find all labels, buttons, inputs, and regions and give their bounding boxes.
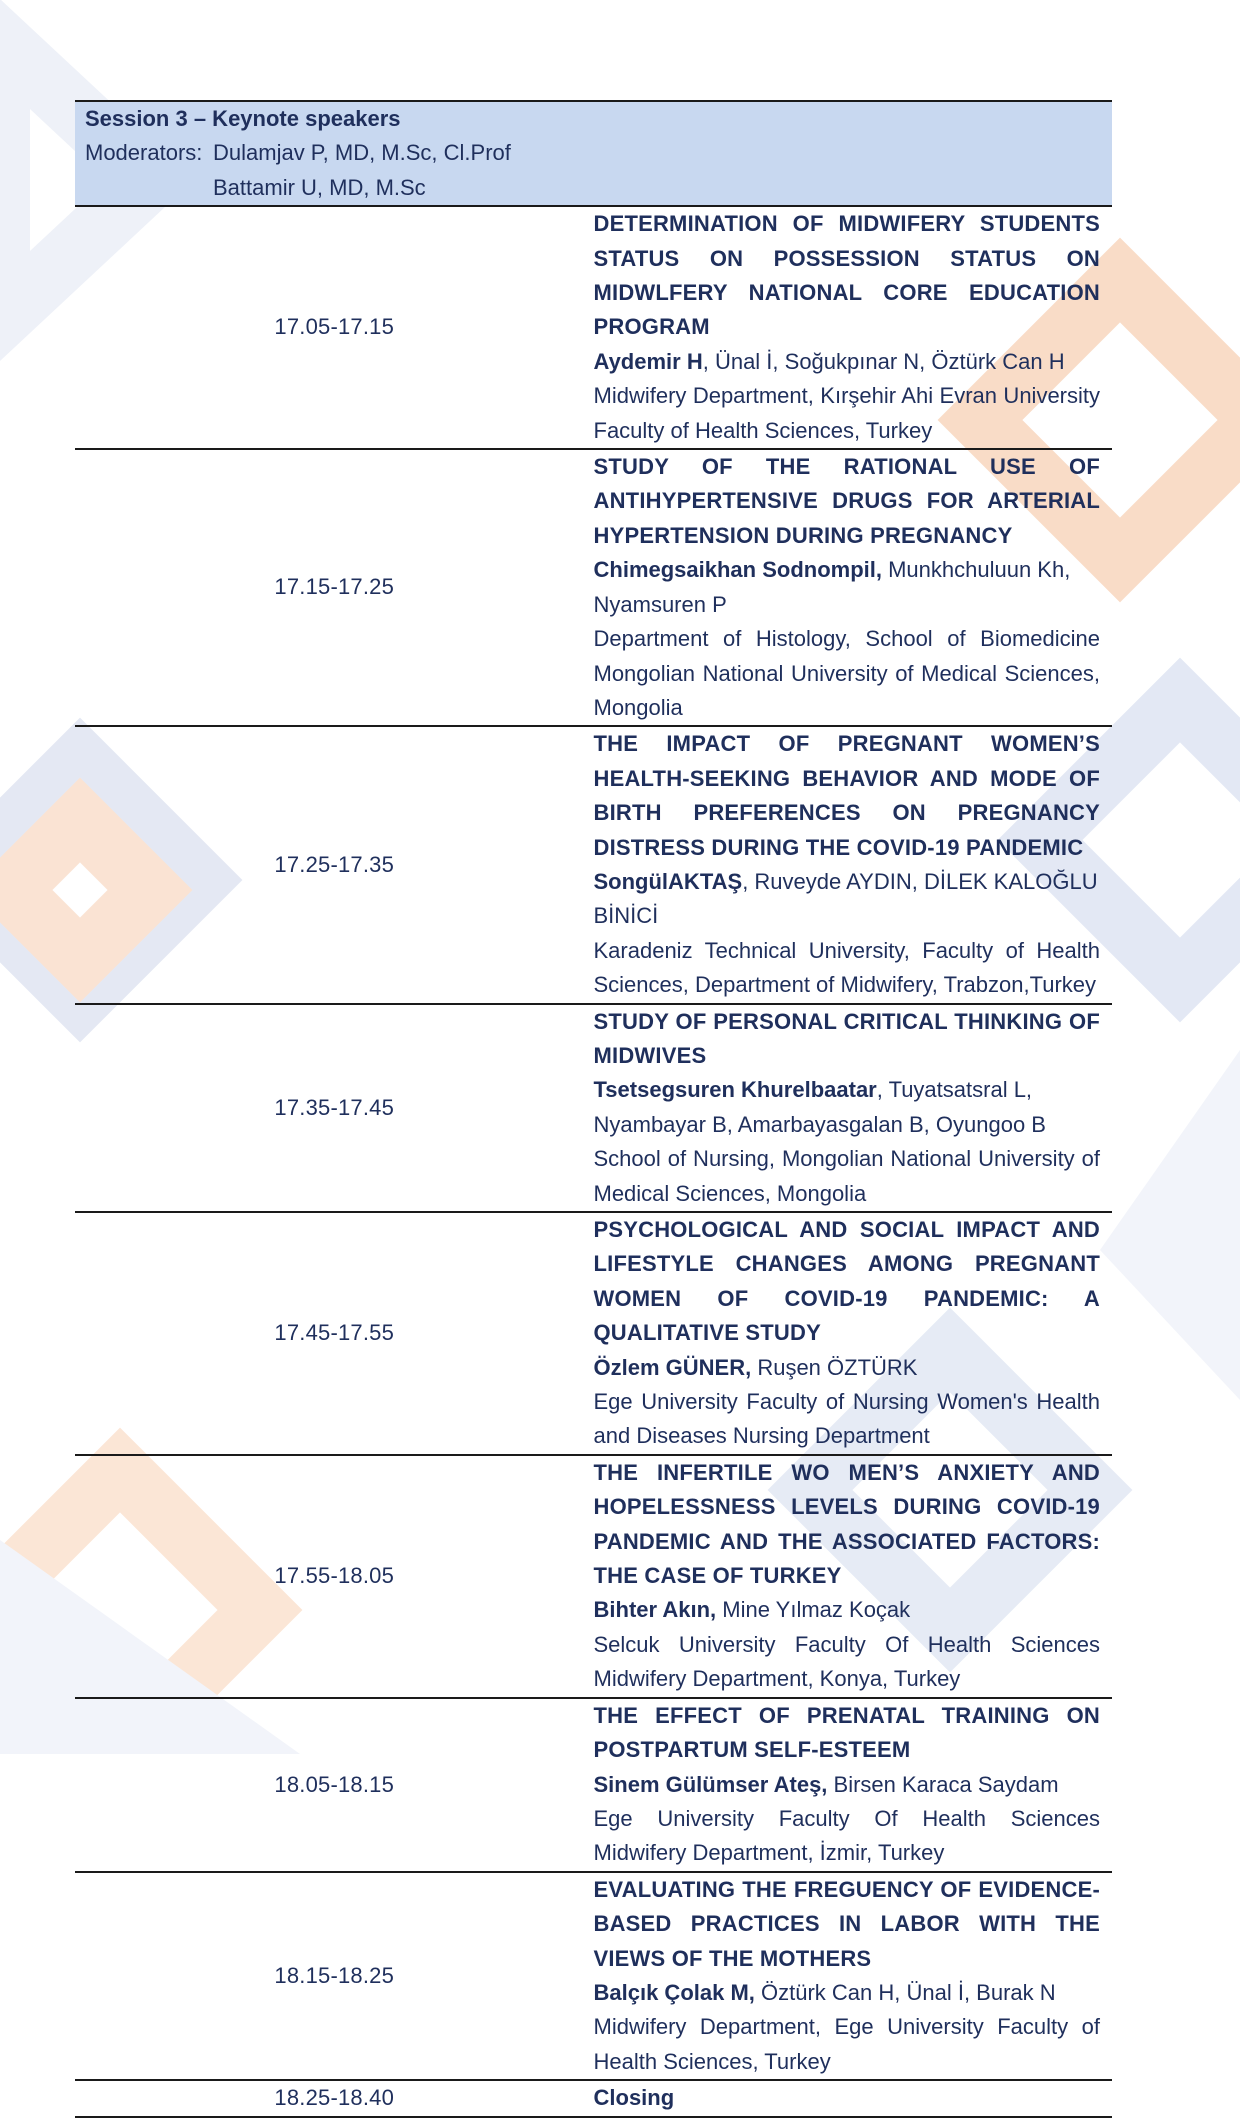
authors (594, 345, 1101, 379)
slot-time: 17.25-17.35 (75, 726, 594, 1003)
affiliation: Ege University Faculty of Nursing Women's Health and Diseases Nursing Department (593, 1389, 1100, 1449)
slot-details (594, 1455, 1113, 1698)
slot-time: 17.15-17.25 (75, 449, 594, 726)
slot-time: 18.05-18.15 (75, 1698, 594, 1872)
presenting-author: Tsetsegsuren Khurelbaatar (593, 1077, 877, 1103)
presentation-title: THE INFERTILE WO MEN’S ANXIETY AND HOPELESSNESS LEVELS DURING COVID-19 PANDEMIC AND THE ASSOCIATED FACTORS: THE CASE OF TURKEY (593, 1459, 1100, 1589)
session-header (75, 101, 1112, 206)
schedule-row (75, 1872, 1112, 2080)
authors (594, 1351, 1101, 1385)
affiliation: Ege University Faculty Of Health Sciences Midwifery Department, İzmir, Turkey (593, 1805, 1100, 1866)
schedule-row (75, 726, 1112, 1003)
co-authors: , Ruveyde AYDIN, DİLEK KALOĞLU BİNİCİ (593, 868, 1098, 929)
presenting-author: Özlem GÜNER, (593, 1354, 752, 1380)
schedule-row (75, 1455, 1112, 1698)
authors (594, 553, 1101, 622)
co-authors: Ruşen ÖZTÜRK (751, 1354, 918, 1380)
schedule-row (75, 1004, 1112, 1212)
slot-details (594, 726, 1113, 1003)
authors (594, 1976, 1101, 2010)
presentation-title: THE IMPACT OF PREGNANT WOMEN’S HEALTH-SEEKING BEHAVIOR AND MODE OF BIRTH PREFERENCES ON PREGNANCY DISTRESS DURING THE COVID-19 PANDEMIC (593, 731, 1100, 860)
moderators-list (213, 136, 511, 205)
slot-details (594, 1872, 1113, 2080)
co-authors: , Tuyatsatsral L, Nyambayar B, Amarbayasgalan B, Oyungoo B (593, 1077, 1046, 1137)
presenting-author: Sinem Gülümser Ateş, (593, 1771, 828, 1797)
slot-time: 18.15-18.25 (75, 1872, 594, 2080)
authors (594, 1073, 1101, 1142)
presentation-title: DETERMINATION OF MIDWIFERY STUDENTS STATUS ON POSSESSION STATUS ON MIDWLFERY NATIONAL CORE EDUCATION PROGRAM (593, 211, 1100, 340)
bg-band-right (1100, 1050, 1240, 1400)
slot-time: 17.45-17.55 (75, 1212, 594, 1455)
schedule-row (75, 1698, 1112, 1872)
session-schedule-table (75, 100, 1112, 2118)
co-authors: Birsen Karaca Saydam (827, 1771, 1059, 1797)
session-header-row (75, 101, 1112, 206)
presentation-title: PSYCHOLOGICAL AND SOCIAL IMPACT AND LIFESTYLE CHANGES AMONG PREGNANT WOMEN OF COVID-19 PANDEMIC: A QUALITATIVE STUDY (593, 1217, 1100, 1346)
affiliation: School of Nursing, Mongolian National University of Medical Sciences, Mongolia (593, 1146, 1100, 1206)
slot-details (594, 206, 1113, 449)
session-title: Session 3 – Keynote speakers (85, 106, 401, 131)
slot-details (594, 1212, 1113, 1455)
co-authors: Mine Yılmaz Koçak (716, 1597, 911, 1623)
presentation-title: THE EFFECT OF PRENATAL TRAINING ON POSTPARTUM SELF-ESTEEM (593, 1702, 1100, 1763)
moderator-name: Battamir U, MD, M.Sc (213, 174, 426, 200)
closing-time: 18.25-18.40 (75, 2080, 594, 2116)
presentation-title: EVALUATING THE FREGUENCY OF EVIDENCE-BASED PRACTICES IN LABOR WITH THE VIEWS OF THE MOTHERS (593, 1876, 1100, 1971)
presentation-title: STUDY OF PERSONAL CRITICAL THINKING OF MIDWIVES (593, 1008, 1100, 1068)
closing-row (75, 2080, 1112, 2116)
co-authors: , Ünal İ, Soğukpınar N, Öztürk Can H (702, 348, 1065, 374)
moderators-label: Moderators: (85, 140, 203, 166)
presenting-author: Chimegsaikhan Sodnompil, (593, 557, 882, 583)
slot-details (594, 449, 1113, 726)
slot-time: 17.55-18.05 (75, 1455, 594, 1698)
slot-time: 17.05-17.15 (75, 206, 594, 449)
closing-label: Closing (594, 2080, 1113, 2116)
affiliation: Selcuk University Faculty Of Health Sciences Midwifery Department, Konya, Turkey (593, 1631, 1100, 1692)
affiliation: Midwifery Department, Kırşehir Ahi Evran University Faculty of Health Sciences, Turkey (593, 383, 1100, 443)
presenting-author: Aydemir H (593, 348, 703, 374)
program-page (75, 100, 1112, 2118)
slot-time: 17.35-17.45 (75, 1004, 594, 1212)
affiliation: Karadeniz Technical University, Faculty of Health Sciences, Department of Midwifery, Trabzon,Turkey (593, 937, 1100, 998)
schedule-row (75, 449, 1112, 726)
presenting-author: Balçık Çolak M, (593, 1979, 755, 2005)
authors (594, 865, 1101, 934)
moderators (85, 136, 1102, 205)
slot-details (594, 1004, 1113, 1212)
moderator-name: Dulamjav P, MD, M.Sc, Cl.Prof (213, 140, 511, 166)
presenting-author: Bihter Akın, (593, 1597, 717, 1623)
presentation-title: STUDY OF THE RATIONAL USE OF ANTIHYPERTENSIVE DRUGS FOR ARTERIAL HYPERTENSION DURING PREGNANCY (593, 454, 1100, 548)
slot-details (594, 1698, 1113, 1872)
co-authors: Öztürk Can H, Ünal İ, Burak N (754, 1979, 1056, 2005)
affiliation: Midwifery Department, Ege University Faculty of Health Sciences, Turkey (593, 2014, 1100, 2074)
schedule-row (75, 1212, 1112, 1455)
co-authors: Munkhchuluun Kh, Nyamsuren P (593, 557, 1071, 617)
authors (594, 1593, 1101, 1627)
presenting-author: SongülAKTAŞ (593, 868, 743, 894)
schedule-row (75, 206, 1112, 449)
affiliation: Department of Histology, School of Biomedicine Mongolian National University of Medical Sciences, Mongolia (593, 626, 1100, 720)
authors (594, 1768, 1101, 1802)
